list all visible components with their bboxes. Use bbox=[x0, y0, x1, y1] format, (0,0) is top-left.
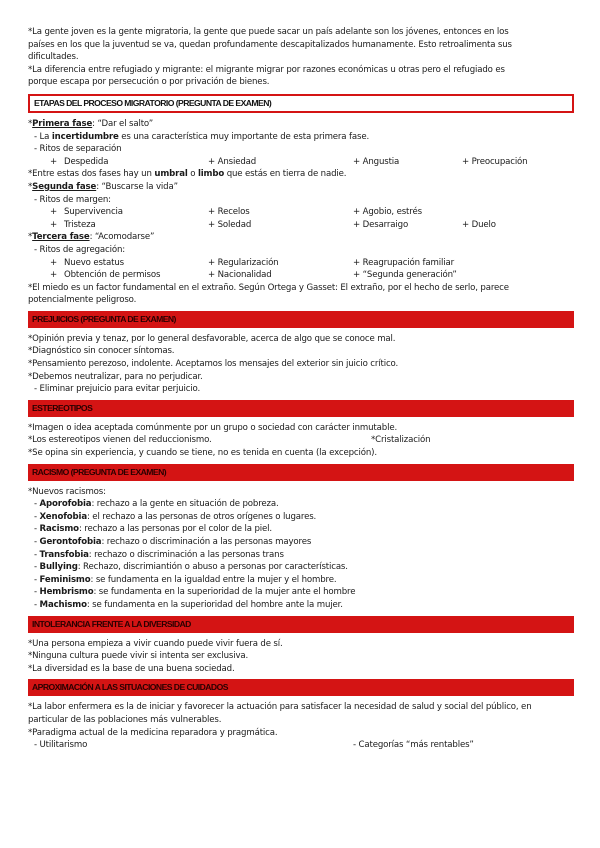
cuidados-line-3: *Paradigma actual de la medicina reparadora y pragmática. bbox=[28, 727, 278, 738]
racismo-item: - Transfobia: rechazo o discriminación a las personas trans bbox=[34, 549, 284, 560]
section-header-racismo: RACISMO (PREGUNTA DE EXAMEN) bbox=[28, 464, 574, 481]
tercera-fase-title: Tercera fase bbox=[32, 232, 90, 243]
section-header-estereotipos: ESTEREOTIPOS bbox=[28, 400, 574, 417]
section-header-cuidados: APROXIMACIÓN A LAS SITUACIONES DE CUIDADOS bbox=[28, 679, 574, 696]
intro-line-2: países en los que la juventud se va, quedan profundamente descapitalizados humanamente. Esto retroalimenta sus bbox=[28, 39, 512, 50]
prejuicios-line: *Pensamiento perezoso, indolente. Aceptamos los mensajes del exterior sin juicio crítico. bbox=[28, 359, 399, 370]
intro-line-4: *La diferencia entre refugiado y migrante: el migrante migrar por razones económicas u otras pero el refugiado es bbox=[28, 64, 505, 75]
racismo-item: - Xenofobia: el rechazo a las personas de otros orígenes o lugares. bbox=[34, 511, 317, 522]
tercera-fase-line: *Tercera fase: “Acomodarse” bbox=[28, 232, 155, 243]
separacion-row: + Despedida + Ansiedad + Angustia + Preocupación bbox=[50, 156, 528, 167]
racismo-intro: *Nuevos racismos: bbox=[28, 486, 106, 497]
estereotipos-line-1: *Imagen o idea aceptada comúnmente por un grupo o sociedad con carácter inmutable. bbox=[28, 422, 398, 433]
document-page bbox=[28, 26, 574, 752]
margen-row-1: + Supervivencia + Recelos + Agobio, estrés bbox=[50, 207, 422, 218]
cuidados-line-1: *La labor enfermera es la de iniciar y favorecer la actuación para satisfacer la necesidad de salud y social del público, en bbox=[28, 702, 532, 713]
intro-line-3: dificultades. bbox=[28, 52, 79, 63]
ritos-separacion: - Ritos de separación bbox=[34, 144, 122, 155]
ritos-margen: - Ritos de margen: bbox=[34, 194, 111, 205]
miedo-line-2: potencialmente peligroso. bbox=[28, 295, 137, 306]
racismo-item: - Gerontofobia: rechazo o discriminación a las personas mayores bbox=[34, 537, 312, 547]
section-header-prejuicios: PREJUICIOS (PREGUNTA DE EXAMEN) bbox=[28, 311, 574, 328]
racismo-item: - Machismo: se fundamenta en la superioridad del hombre ante la mujer. bbox=[34, 599, 343, 610]
intolerancia-line: *La diversidad es la base de una buena sociedad. bbox=[28, 663, 235, 674]
prejuicios-line: *Opinión previa y tenaz, por lo general desfavorable, acerca de algo que se conoce mal. bbox=[28, 333, 396, 344]
racismo-item: - Feminismo: se fundamenta en la igualdad entre la mujer y el hombre. bbox=[34, 574, 337, 585]
section-header-etapas: ETAPAS DEL PROCESO MIGRATORIO (PREGUNTA DE EXAMEN) bbox=[28, 94, 574, 113]
margen-row-2: + Tristeza + Soledad + Desarraigo + Duelo bbox=[50, 219, 496, 230]
prejuicios-line: *Diagnóstico sin conocer síntomas. bbox=[28, 346, 175, 357]
estereotipos-line-3: *Se opina sin experiencia, y cuando se tiene, no es tenida en cuenta (la excepción). bbox=[28, 448, 377, 459]
umbral-line: *Entre estas dos fases hay un umbral o limbo que estás en tierra de nadie. bbox=[28, 169, 347, 180]
racismo-item: - Hembrismo: se fundamenta en la superioridad de la mujer ante el hombre bbox=[34, 587, 356, 598]
agregacion-row-1: + Nuevo estatus + Regularización + Reagrupación familiar bbox=[50, 257, 454, 268]
racismo-item: - Aporofobia: rechazo a la gente en situación de pobreza. bbox=[34, 499, 279, 510]
agregacion-row-2: + Obtención de permisos + Nacionalidad + “Segunda generación” bbox=[50, 270, 457, 281]
primera-fase-title: Primera fase bbox=[32, 118, 93, 129]
prejuicios-line: *Debemos neutralizar, para no perjudicar. bbox=[28, 371, 203, 382]
incertidumbre-line: - La incertidumbre es una característica muy importante de esta primera fase. bbox=[34, 131, 370, 142]
section-header-intolerancia: INTOLERANCIA FRENTE A LA DIVERSIDAD bbox=[28, 616, 574, 633]
racismo-item: - Bullying: Rechazo, discrimiantión o abuso a personas por características. bbox=[34, 562, 348, 573]
prejuicios-line: - Eliminar prejuicio para evitar perjuicio. bbox=[34, 384, 201, 395]
ritos-agregacion: - Ritos de agregación: bbox=[34, 244, 125, 255]
intolerancia-line: *Ninguna cultura puede vivir si intenta ser exclusiva. bbox=[28, 651, 249, 662]
miedo-line-1: *El miedo es un factor fundamental en el extraño. Según Ortega y Gasset: El extraño, por el hecho de serlo, parece bbox=[28, 282, 509, 293]
primera-fase-line: *Primera fase: “Dar el salto” bbox=[28, 118, 154, 129]
cuidados-line-2: particular de las poblaciones más vulnerables. bbox=[28, 714, 222, 725]
segunda-fase-title: Segunda fase bbox=[32, 181, 97, 192]
segunda-fase-line: *Segunda fase: “Buscarse la vida” bbox=[28, 181, 178, 192]
intro-line-5: porque escapa por persecución o por privación de bienes. bbox=[28, 77, 270, 88]
cuidados-line-4: - Utilitarismo - Categorías “más rentables” bbox=[34, 740, 474, 751]
racismo-item: - Racismo: rechazo a las personas por el color de la piel. bbox=[34, 524, 272, 535]
intolerancia-line: *Una persona empieza a vivir cuando puede vivir fuera de sí. bbox=[28, 638, 283, 649]
intro-line-1: *La gente joven es la gente migratoria, la gente que puede sacar un país adelante son los jóvenes, entonces en los bbox=[28, 27, 509, 37]
estereotipos-line-2: *Los estereotipos vienen del reduccionismo. *Cristalización bbox=[28, 435, 431, 446]
